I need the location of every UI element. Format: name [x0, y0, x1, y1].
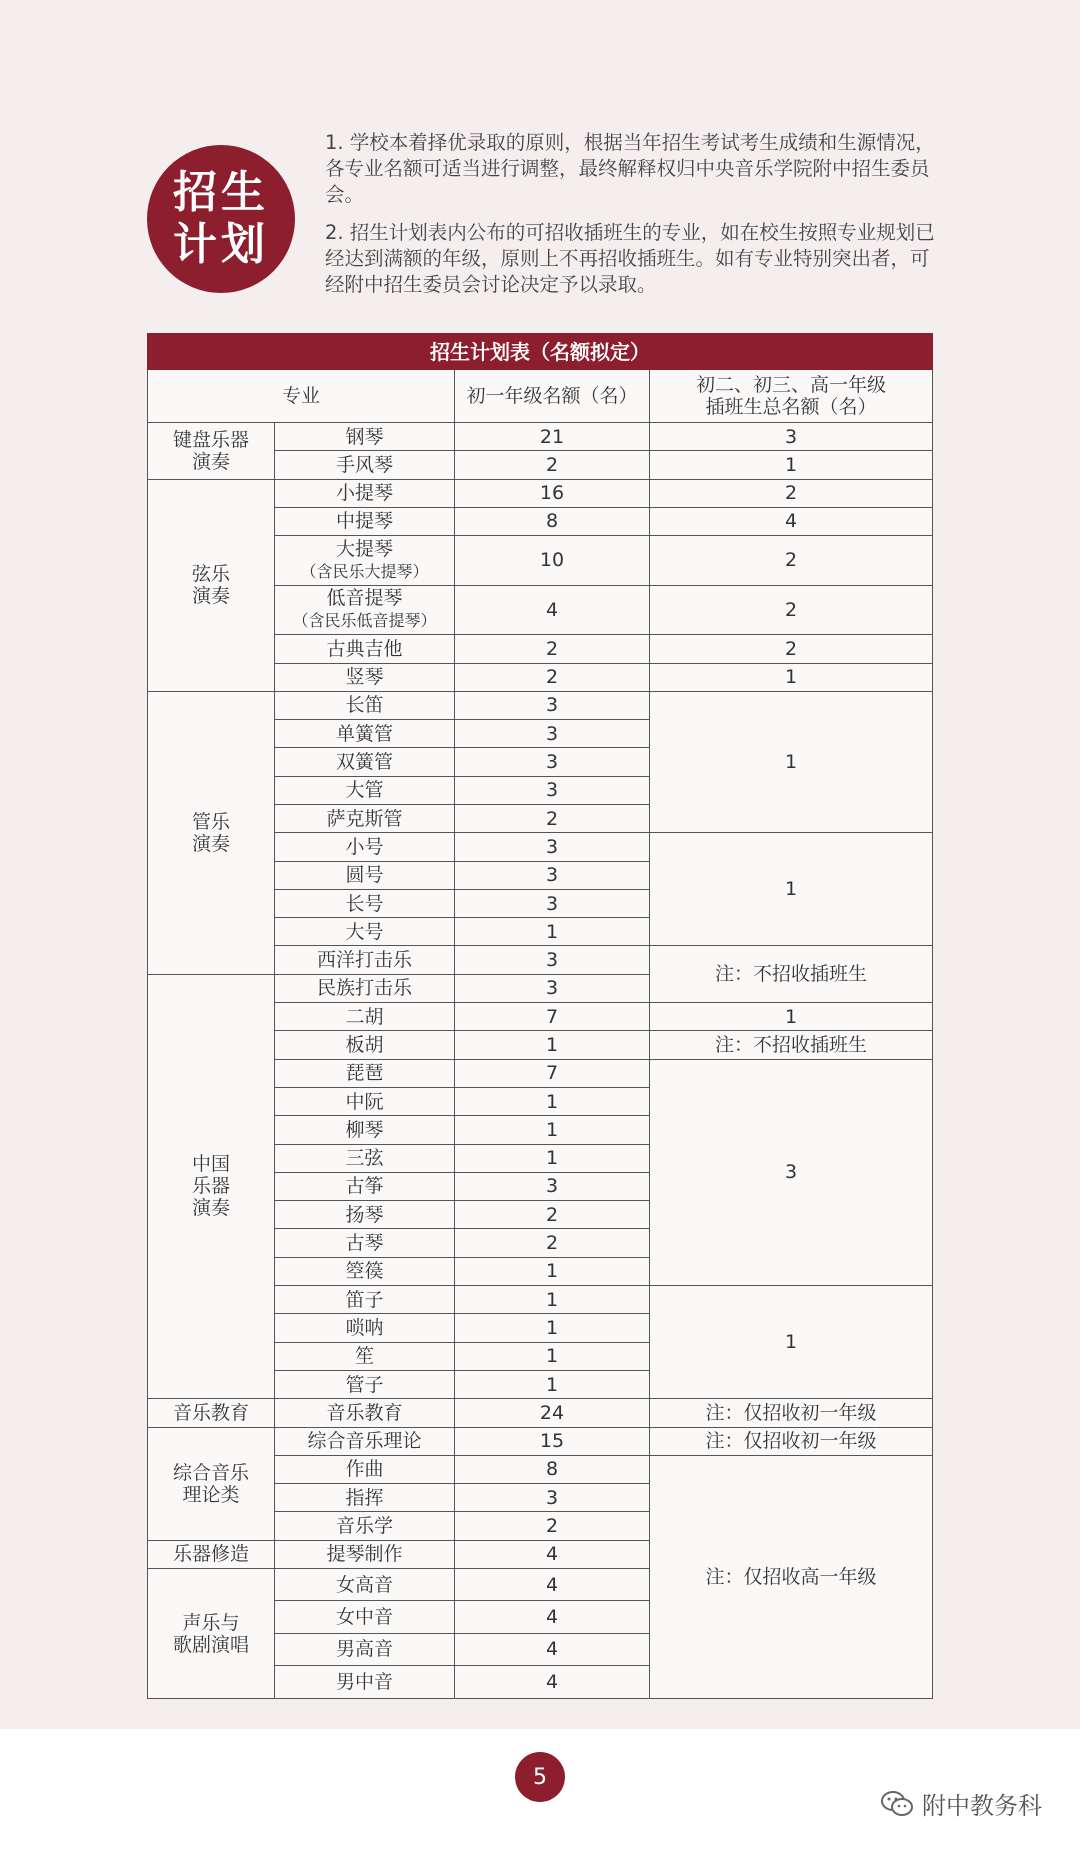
transfer-note: 注：仅招收初一年级 [650, 1427, 933, 1455]
major-name: 板胡 [275, 1031, 455, 1059]
grade1-count: 2 [455, 635, 650, 663]
transfer-note: 注：仅招收高一年级 [650, 1455, 933, 1698]
grade1-count: 3 [455, 946, 650, 974]
grade1-count: 3 [455, 974, 650, 1002]
grade1-count: 2 [455, 1229, 650, 1257]
major-name: 小提琴 [275, 479, 455, 507]
watermark-text: 附中教务科 [922, 1792, 1042, 1820]
major-name: 大管 [275, 776, 455, 804]
grade1-count: 3 [455, 861, 650, 889]
major-name: 音乐学 [275, 1512, 455, 1540]
header-row [148, 370, 933, 423]
group-keyboard: 键盘乐器 演奏 [148, 422, 275, 479]
transfer-count: 2 [650, 479, 933, 507]
major-name: 低音提琴 （含民乐低音提琴） [275, 585, 455, 635]
transfer-count: 1 [650, 691, 933, 832]
note-1: 1. 学校本着择优录取的原则，根据当年招生考试考生成绩和生源情况，各专业名额可适当进行调整，最终解释权归中央音乐学院附中招生委员会。 [325, 131, 935, 206]
grade1-count: 10 [455, 536, 650, 586]
major-name: 钢琴 [275, 422, 455, 450]
major-name: 大号 [275, 918, 455, 946]
note-2: 2. 招生计划表内公布的可招收插班生的专业，如在校生按照专业规划已经达到满额的年级，原则上不再招收插班生。如有专业特别突出者，可经附中招生委员会讨论决定予以录取。 [325, 221, 935, 296]
major-name: 音乐教育 [275, 1399, 455, 1427]
table-title: 招生计划表（名额拟定） [148, 334, 933, 370]
major-name: 中提琴 [275, 507, 455, 535]
table-row [148, 422, 933, 450]
grade1-count: 1 [455, 1286, 650, 1314]
transfer-count: 1 [650, 833, 933, 946]
major-name: 女高音 [275, 1569, 455, 1601]
major-name: 单簧管 [275, 720, 455, 748]
grade1-count: 1 [455, 1087, 650, 1115]
major-name: 竖琴 [275, 663, 455, 691]
transfer-count: 2 [650, 585, 933, 635]
major-name: 柳琴 [275, 1116, 455, 1144]
grade1-count: 4 [455, 1569, 650, 1601]
major-name: 提琴制作 [275, 1540, 455, 1568]
group-strings: 弦乐 演奏 [148, 479, 275, 691]
enrollment-plan-table [147, 333, 933, 1699]
grade1-count: 3 [455, 748, 650, 776]
grade1-count: 3 [455, 833, 650, 861]
grade1-count: 1 [455, 1342, 650, 1370]
group-winds: 管乐 演奏 [148, 691, 275, 974]
grade1-count: 3 [455, 776, 650, 804]
major-name: 古筝 [275, 1172, 455, 1200]
transfer-count: 1 [650, 1003, 933, 1031]
grade1-count: 1 [455, 1144, 650, 1172]
group-music-edu: 音乐教育 [148, 1399, 275, 1427]
watermark [880, 1786, 1042, 1821]
table-row [148, 1427, 933, 1455]
major-name: 笛子 [275, 1286, 455, 1314]
grade1-count: 1 [455, 918, 650, 946]
major-name: 管子 [275, 1370, 455, 1398]
transfer-note: 注：不招收插班生 [650, 946, 933, 1003]
major-name: 圆号 [275, 861, 455, 889]
grade1-count: 4 [455, 585, 650, 635]
group-repair: 乐器修造 [148, 1540, 275, 1568]
badge-line-2: 计划 [173, 219, 269, 270]
major-name: 男中音 [275, 1666, 455, 1699]
grade1-count: 3 [455, 1172, 650, 1200]
transfer-note: 注：仅招收初一年级 [650, 1399, 933, 1427]
grade1-count: 8 [455, 507, 650, 535]
page-number: 5 [515, 1752, 565, 1802]
major-name: 长笛 [275, 691, 455, 719]
grade1-count: 2 [455, 804, 650, 832]
group-vocal: 声乐与 歌剧演唱 [148, 1569, 275, 1699]
grade1-count: 2 [455, 663, 650, 691]
grade1-count: 1 [455, 1314, 650, 1342]
grade1-count: 3 [455, 889, 650, 917]
major-name: 二胡 [275, 1003, 455, 1031]
transfer-count: 3 [650, 422, 933, 450]
grade1-count: 7 [455, 1003, 650, 1031]
grade1-count: 4 [455, 1540, 650, 1568]
major-name: 大提琴 （含民乐大提琴） [275, 536, 455, 586]
grade1-count: 4 [455, 1601, 650, 1633]
header-transfer: 初二、初三、高一年级 插班生总名额（名） [650, 370, 933, 423]
transfer-count: 4 [650, 507, 933, 535]
transfer-count: 1 [650, 1286, 933, 1399]
grade1-count: 3 [455, 691, 650, 719]
grade1-count: 4 [455, 1633, 650, 1665]
grade1-count: 8 [455, 1455, 650, 1483]
major-name: 三弦 [275, 1144, 455, 1172]
major-name: 综合音乐理论 [275, 1427, 455, 1455]
grade1-count: 2 [455, 451, 650, 479]
transfer-note: 注：不招收插班生 [650, 1031, 933, 1059]
major-name: 萨克斯管 [275, 804, 455, 832]
wechat-icon [880, 1790, 914, 1818]
grade1-count: 3 [455, 1484, 650, 1512]
major-name: 男高音 [275, 1633, 455, 1665]
major-name: 扬琴 [275, 1201, 455, 1229]
header-grade1: 初一年级名额（名） [455, 370, 650, 423]
major-name: 笙 [275, 1342, 455, 1370]
header-major: 专业 [148, 370, 455, 423]
major-name: 唢呐 [275, 1314, 455, 1342]
grade1-count: 24 [455, 1399, 650, 1427]
grade1-count: 7 [455, 1059, 650, 1087]
grade1-count: 16 [455, 479, 650, 507]
grade1-count: 1 [455, 1031, 650, 1059]
major-name: 古典吉他 [275, 635, 455, 663]
transfer-count: 2 [650, 635, 933, 663]
grade1-count: 1 [455, 1116, 650, 1144]
major-name: 箜篌 [275, 1257, 455, 1285]
grade1-count: 1 [455, 1257, 650, 1285]
major-name: 琵琶 [275, 1059, 455, 1087]
major-name: 民族打击乐 [275, 974, 455, 1002]
badge-line-1: 招生 [173, 167, 269, 218]
major-name: 作曲 [275, 1455, 455, 1483]
table-row [148, 479, 933, 507]
grade1-count: 21 [455, 422, 650, 450]
grade1-count: 2 [455, 1201, 650, 1229]
group-chinese: 中国 乐器 演奏 [148, 974, 275, 1398]
transfer-count: 1 [650, 663, 933, 691]
major-name: 西洋打击乐 [275, 946, 455, 974]
transfer-count: 2 [650, 536, 933, 586]
enrollment-notes [325, 130, 935, 310]
grade1-count: 3 [455, 720, 650, 748]
group-theory: 综合音乐 理论类 [148, 1427, 275, 1540]
transfer-count: 3 [650, 1059, 933, 1285]
major-name: 小号 [275, 833, 455, 861]
major-name: 指挥 [275, 1484, 455, 1512]
major-name: 双簧管 [275, 748, 455, 776]
major-name: 长号 [275, 889, 455, 917]
major-name: 女中音 [275, 1601, 455, 1633]
transfer-count: 1 [650, 451, 933, 479]
grade1-count: 15 [455, 1427, 650, 1455]
grade1-count: 1 [455, 1370, 650, 1398]
grade1-count: 4 [455, 1666, 650, 1699]
major-name: 手风琴 [275, 451, 455, 479]
section-badge [147, 145, 295, 293]
table-row [148, 1399, 933, 1427]
major-name: 中阮 [275, 1087, 455, 1115]
table-row [148, 691, 933, 719]
grade1-count: 2 [455, 1512, 650, 1540]
major-name: 古琴 [275, 1229, 455, 1257]
